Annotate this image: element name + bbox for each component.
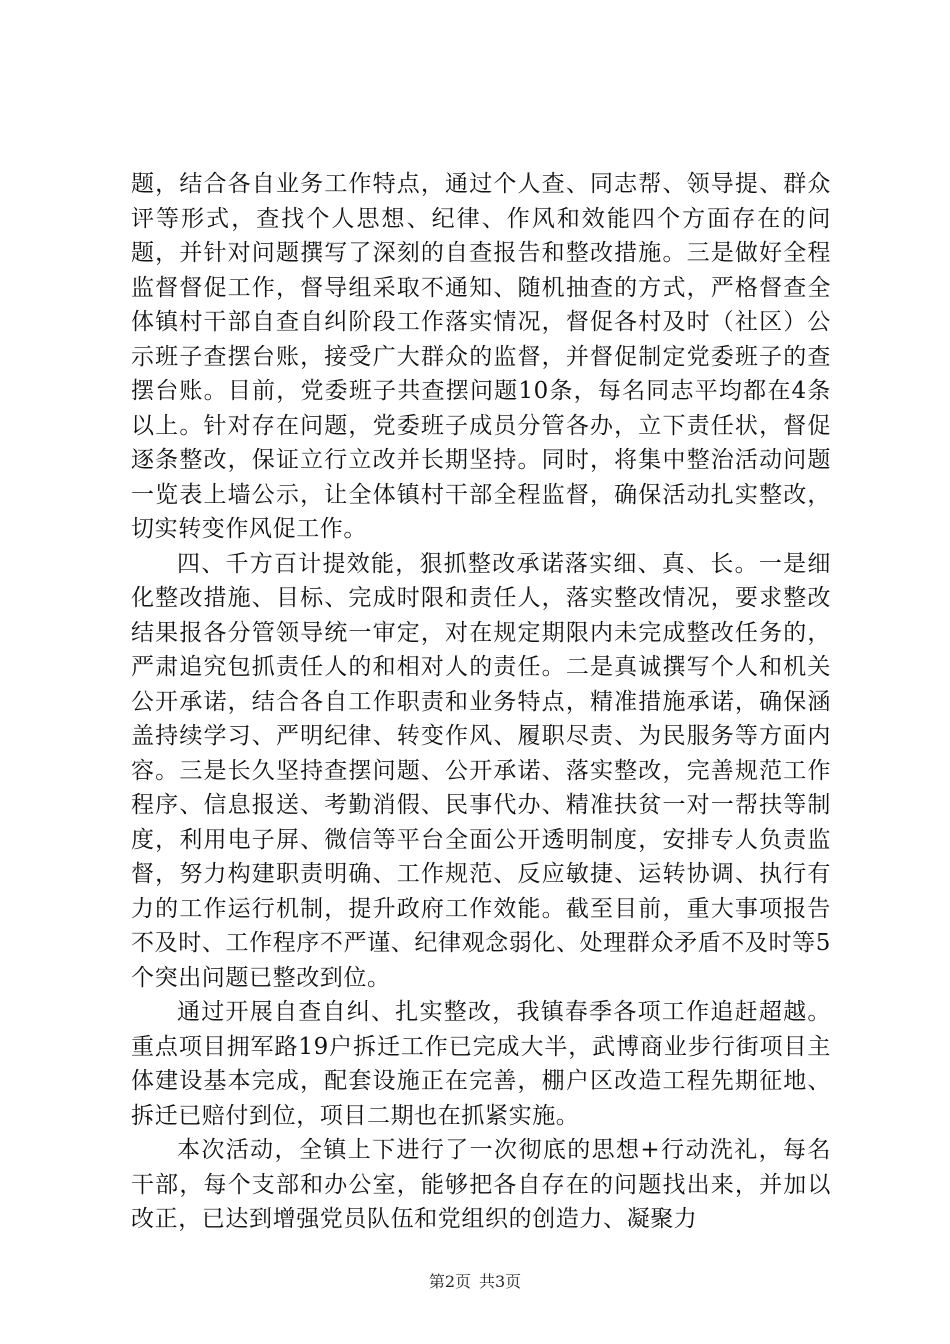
page-footer [0,1272,950,1292]
paragraph-results: 通过开展自查自纠、扎实整改，我镇春季各项工作追赶超越。重点项目拥军路19户拆迁工作已完成大半，武博商业步行街项目主体建设基本完成，配套设施正在完善，棚户区改造工程先期征地、拆迁已赔付到位，项目二期也在抓紧实施。 [131,999,831,1129]
page-total: 共3页 [479,1272,522,1291]
page-number: 第2页 [428,1272,471,1291]
paragraph-summary: 本次活动，全镇上下进行了一次彻底的思想+行动洗礼，每名干部，每个支部和办公室，能够把各自存在的问题找出来，并加以改正，已达到增强党员队伍和党组织的创造力、凝聚力 [131,1137,831,1232]
paragraph-continuation: 题，结合各自业务工作特点，通过个人查、同志帮、领导提、群众评等形式，查找个人思想、纪律、作风和效能四个方面存在的问题，并针对问题撰写了深刻的自查报告和整改措施。三是做好全程监督督促工作，督导组采取不通知、随机抽查的方式，严格督查全体镇村干部自查自纠阶段工作落实情况，督促各村及时（社区）公示班子查摆台账，接受广大群众的监督，并督促制定党委班子的查摆台账。目前，党委班子共查摆问题10条，每名同志平均都在4条以上。针对存在问题，党委班子成员分管各办，立下责任状，督促逐条整改，保证立行立改并长期坚持。同时，将集中整治活动问题一览表上墙公示，让全体镇村干部全程监督，确保活动扎实整改，切实转变作风促工作。 [131,171,831,542]
document-body [131,167,831,1237]
paragraph-section-four: 四、千方百计提效能，狠抓整改承诺落实细、真、长。一是细化整改措施、目标、完成时限和责任人，落实整改情况，要求整改结果报各分管领导统一审定，对在规定期限内未完成整改任务的，严肃追究包抓责任人的和相对人的责任。二是真诚撰写个人和机关公开承诺，结合各自工作职责和业务特点，精准措施承诺，确保涵盖持续学习、严明纪律、转变作风、履职尽责、为民服务等方面内容。三是长久坚持查摆问题、公开承诺、落实整改，完善规范工作程序、信息报送、考勤消假、民事代办、精准扶贫一对一帮扶等制度，利用电子屏、微信等平台全面公开透明制度，安排专人负责监督，努力构建职责明确、工作规范、反应敏捷、运转协调、执行有力的工作运行机制，提升政府工作效能。截至目前，重大事项报告不及时、工作程序不严谨、纪律观念弱化、处理群众矛盾不及时等5个突出问题已整改到位。 [131,550,831,991]
